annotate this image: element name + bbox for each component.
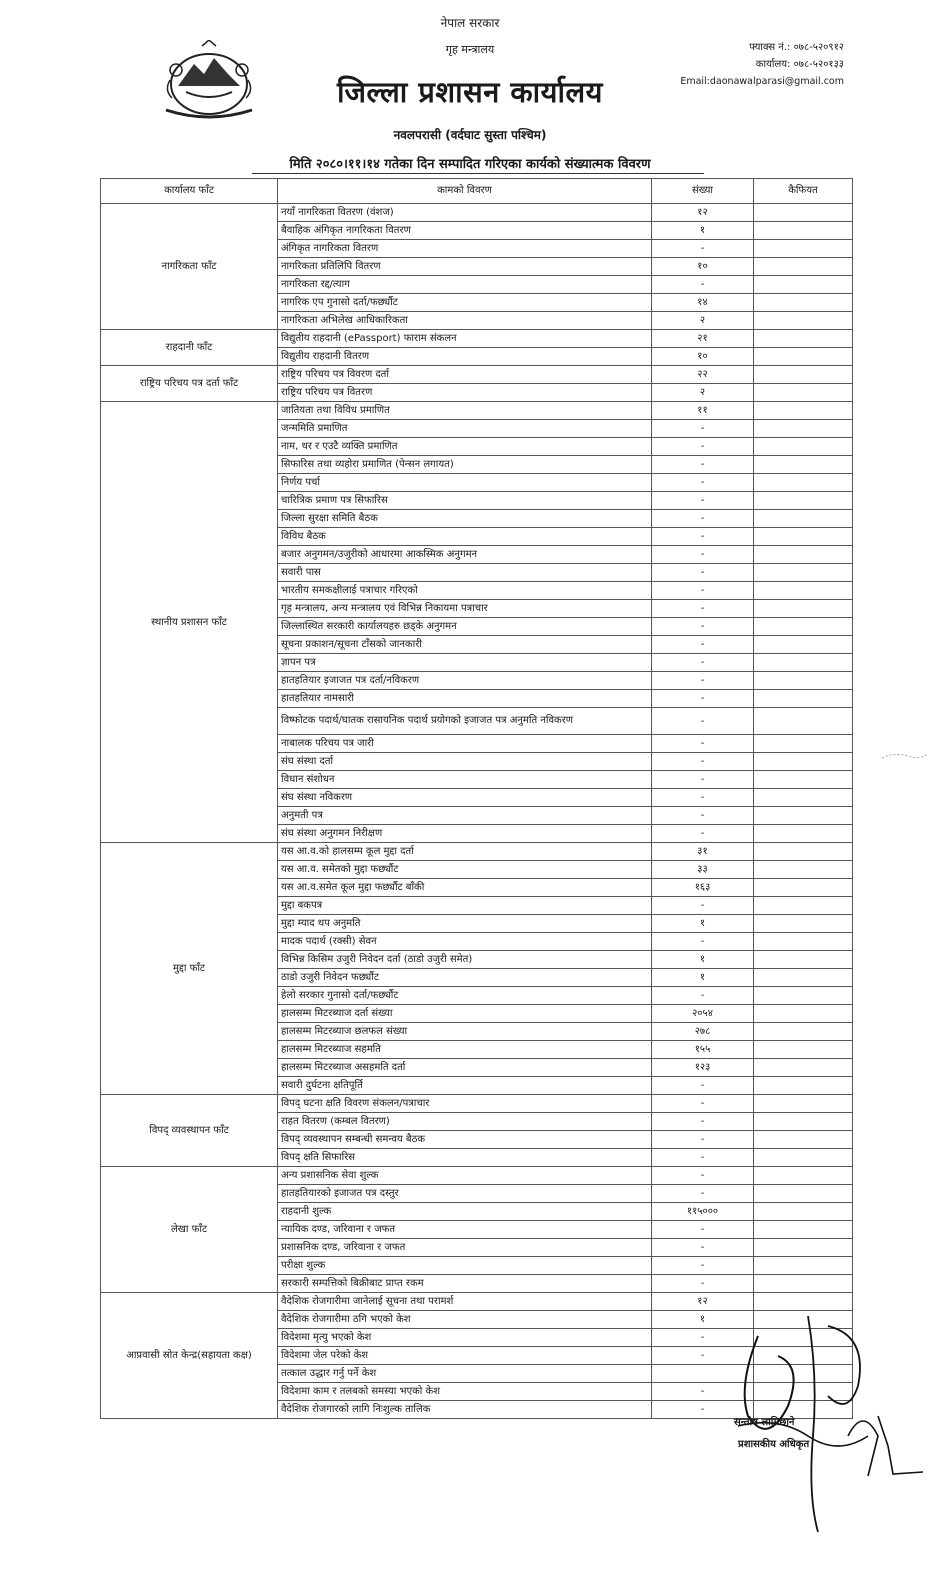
work-description: गृह मन्त्रालय, अन्य मन्त्रालय एवं विभिन्न निकायमा पत्राचार [278,600,652,618]
work-count: - [652,654,754,672]
work-count: - [652,753,754,771]
remarks-cell [754,348,853,366]
work-count: १ [652,915,754,933]
work-description: जन्ममिति प्रमाणित [278,420,652,438]
work-description: नागरिकता रद्द/त्याग [278,276,652,294]
remarks-cell [754,987,853,1005]
work-count: - [652,456,754,474]
work-count: १ [652,1311,754,1329]
work-count: ३३ [652,861,754,879]
work-count: २ [652,384,754,402]
work-description: हातहतियार नामसारी [278,690,652,708]
remarks-cell [754,582,853,600]
work-description: संघ संस्था दर्ता [278,753,652,771]
work-count: - [652,708,754,735]
work-count: १२३ [652,1059,754,1077]
work-description: नाबालक परिचय पत्र जारी [278,735,652,753]
work-description: हातहतियारको इजाजत पत्र दस्तुर [278,1185,652,1203]
remarks-cell [754,1059,853,1077]
work-description: विदेशमा जेल परेको केश [278,1347,652,1365]
work-count: - [652,1095,754,1113]
section-name: आप्रवासी स्रोत केन्द्र(सहायता कक्ष) [101,1293,278,1419]
work-description: नाम, थर र एउटै व्यक्ति प्रमाणित [278,438,652,456]
remarks-cell [754,294,853,312]
work-count: - [652,1329,754,1347]
work-count: - [652,546,754,564]
remarks-cell [754,933,853,951]
remarks-cell [754,771,853,789]
work-count: - [652,1113,754,1131]
work-description: प्रशासनिक दण्ड, जरिवाना र जफत [278,1239,652,1257]
remarks-cell [754,492,853,510]
remarks-cell [754,366,853,384]
work-description: बजार अनुगमन/उजुरीको आधारमा आकस्मिक अनुगमन [278,546,652,564]
work-count: ३१ [652,843,754,861]
work-count: - [652,1401,754,1419]
work-count: - [652,600,754,618]
work-count: १ [652,969,754,987]
work-count: - [652,240,754,258]
work-description: राष्ट्रिय परिचय पत्र विवरण दर्ता [278,366,652,384]
work-description: अन्य प्रशासनिक सेवा शुल्क [278,1167,652,1185]
remarks-cell [754,258,853,276]
remarks-cell [754,789,853,807]
work-description: वैदेशिक रोजगारीमा जानेलाई सूचना तथा परामर्श [278,1293,652,1311]
remarks-cell [754,510,853,528]
remarks-cell [754,330,853,348]
work-description: चारित्रिक प्रमाण पत्र सिफारिस [278,492,652,510]
table-row [101,366,853,384]
work-description: जिल्ला सुरक्षा समिति बैठक [278,510,652,528]
work-description: संघ संस्था नविकरण [278,789,652,807]
work-description: हालसम्म मिटरब्याज असहमति दर्ता [278,1059,652,1077]
header-section: कार्यालय फाँट [101,179,278,204]
work-description: जिल्लास्थित सरकारी कार्यालयहरु छड्के अनुगमन [278,618,652,636]
work-description: मुद्दा म्याद थप अनुमति [278,915,652,933]
work-count: - [652,438,754,456]
remarks-cell [754,618,853,636]
remarks-cell [754,204,853,222]
remarks-cell [754,636,853,654]
work-count: २ [652,312,754,330]
remarks-cell [754,456,853,474]
work-description: सवारी पास [278,564,652,582]
remarks-cell [754,528,853,546]
remarks-cell [754,825,853,843]
work-description: संघ संस्था अनुगमन निरीक्षण [278,825,652,843]
work-count: - [652,582,754,600]
work-count: - [652,636,754,654]
remarks-cell [754,546,853,564]
work-description: विविध बैठक [278,528,652,546]
work-description: यस आ.व.को हालसम्म कूल मुद्दा दर्ता [278,843,652,861]
remarks-cell [754,402,853,420]
remarks-cell [754,312,853,330]
work-description: विदेशमा काम र तलबको समस्या भएको केश [278,1383,652,1401]
remarks-cell [754,1149,853,1167]
work-count: - [652,672,754,690]
work-count: - [652,1167,754,1185]
table-row [101,330,853,348]
work-description: विभिन्न किसिम उजुरी निवेदन दर्ता (ठाडो उजुरी समेत) [278,951,652,969]
work-description: परीक्षा शुल्क [278,1257,652,1275]
work-description: विधान संशोधन [278,771,652,789]
table-row [101,204,853,222]
work-count: - [652,1149,754,1167]
work-count: - [652,564,754,582]
work-description: भारतीय समकक्षीलाई पत्राचार गरिएको [278,582,652,600]
work-description: यस आ.व. समेतको मुद्दा फर्छ्यौट [278,861,652,879]
work-description: विपद् क्षति सिफारिस [278,1149,652,1167]
work-count: ११५००० [652,1203,754,1221]
work-description: तत्काल उद्धार गर्नु पर्ने केश [278,1365,652,1383]
table-row [101,1167,853,1185]
remarks-cell [754,1077,853,1095]
remarks-cell [754,969,853,987]
remarks-cell [754,1239,853,1257]
header-count: संख्या [652,179,754,204]
work-count: - [652,771,754,789]
statistics-table [100,178,853,1419]
remarks-cell [754,951,853,969]
work-count: - [652,690,754,708]
work-count: ११ [652,402,754,420]
work-description: हेलो सरकार गुनासो दर्ता/फर्छ्यौट [278,987,652,1005]
work-count: १२ [652,1293,754,1311]
ministry-name: गृह मन्त्रालय [445,43,495,56]
remarks-cell [754,1185,853,1203]
work-count: - [652,528,754,546]
work-description: वैदेशिक रोजगारीमा ठगि भएको केश [278,1311,652,1329]
work-description: वैदेशिक रोजगारको लागि निःशुल्क तालिक [278,1401,652,1419]
work-description: राहत वितरण (कम्बल वितरण) [278,1113,652,1131]
office-name: जिल्ला प्रशासन कार्यालय [336,75,603,109]
table-header-row [101,179,853,204]
work-description: विपद् व्यवस्थापन सम्बन्धी समन्वय बैठक [278,1131,652,1149]
section-name: विपद् व्यवस्थापन फाँट [101,1095,278,1167]
remarks-cell [754,1167,853,1185]
work-count: - [652,825,754,843]
work-description: राहदानी शुल्क [278,1203,652,1221]
section-name: लेखा फाँट [101,1167,278,1293]
remarks-cell [754,438,853,456]
fax-number: फ्याक्स नं.: ०७८-५२०९१२ [749,42,844,53]
remarks-cell [754,276,853,294]
work-count: - [652,492,754,510]
work-description: सवारी दुर्घटना क्षतिपूर्ति [278,1077,652,1095]
work-count: - [652,897,754,915]
work-description: बैवाहिक अंगिकृत नागरिकता वितरण [278,222,652,240]
work-count: १५५ [652,1041,754,1059]
table-row [101,402,853,420]
work-description: जातियता तथा विविध प्रमाणित [278,402,652,420]
work-description: अनुमती पत्र [278,807,652,825]
section-name: स्थानीय प्रशासन फाँट [101,402,278,843]
remarks-cell [754,672,853,690]
remarks-cell [754,843,853,861]
work-description: निर्णय पर्चा [278,474,652,492]
remarks-cell [754,708,853,735]
government-name: नेपाल सरकार [440,16,500,30]
office-phone: कार्यालय: ०७८-५२०१३३ [755,59,844,70]
work-description: यस आ.व.समेत कूल मुद्दा फर्छ्यौट बाँकी [278,879,652,897]
work-count: - [652,1383,754,1401]
work-count: - [652,807,754,825]
work-count: २७८ [652,1023,754,1041]
work-count: - [652,1275,754,1293]
remarks-cell [754,1041,853,1059]
work-count: - [652,1221,754,1239]
remarks-cell [754,474,853,492]
margin-smudge [880,738,930,778]
work-description: सूचना प्रकाशन/सूचना टाँसको जानकारी [278,636,652,654]
remarks-cell [754,861,853,879]
remarks-cell [754,1131,853,1149]
work-description: विद्युतीय राहदानी (ePassport) फाराम संकलन [278,330,652,348]
work-count: - [652,1185,754,1203]
work-description: हातहतियार इजाजत पत्र दर्ता/नविकरण [278,672,652,690]
remarks-cell [754,1221,853,1239]
work-description: नागरिक एप गुनासो दर्ता/फर्छ्यौट [278,294,652,312]
work-description: विदेशमा मृत्यु भएको केश [278,1329,652,1347]
work-description: राष्ट्रिय परिचय पत्र वितरण [278,384,652,402]
signatory-title: प्रशासकीय अधिकृत [738,1439,810,1450]
email-address: Email:daonawalparasi@gmail.com [680,76,844,87]
work-count: - [652,474,754,492]
work-description: मुद्दा बकपत्र [278,897,652,915]
remarks-cell [754,1005,853,1023]
remarks-cell [754,240,853,258]
remarks-cell [754,897,853,915]
work-description: सरकारी सम्पत्तिको बिक्रीबाट प्राप्त रकम [278,1275,652,1293]
work-description: मादक पदार्थ (रक्सी) सेवन [278,933,652,951]
remarks-cell [754,1113,853,1131]
remarks-cell [754,690,853,708]
remarks-cell [754,1095,853,1113]
work-count: १२ [652,204,754,222]
remarks-cell [754,753,853,771]
work-count: १६३ [652,879,754,897]
work-count: - [652,1131,754,1149]
work-description: अंगिकृत नागरिकता वितरण [278,240,652,258]
work-count: १ [652,222,754,240]
section-name: नागरिकता फाँट [101,204,278,330]
remarks-cell [754,879,853,897]
remarks-cell [754,1203,853,1221]
remarks-cell [754,564,853,582]
work-description: नागरिकता प्रतिलिपि वितरण [278,258,652,276]
work-count: - [652,1239,754,1257]
work-count: २२ [652,366,754,384]
remarks-cell [754,384,853,402]
remarks-cell [754,807,853,825]
title-underline [252,173,704,174]
work-count: - [652,510,754,528]
section-name: राष्ट्रिय परिचय पत्र दर्ता फाँट [101,366,278,402]
work-description: विष्फोटक पदार्थ/घातक रासायनिक पदार्थ प्रयोगको इजाजत पत्र अनुमति नविकरण [278,708,652,735]
work-description: न्यायिक दण्ड, जरिवाना र जफत [278,1221,652,1239]
work-description: हालसम्म मिटरब्याज दर्ता संख्या [278,1005,652,1023]
work-count: - [652,420,754,438]
work-count: - [652,789,754,807]
work-description: विपद् घटना क्षति विवरण संकलन/पत्राचार [278,1095,652,1113]
work-description: हालसम्म मिटरब्याज छलफल संख्या [278,1023,652,1041]
remarks-cell [754,915,853,933]
work-count: - [652,618,754,636]
work-count: - [652,933,754,951]
work-count: - [652,1347,754,1365]
work-description: हालसम्म मिटरब्याज सहमति [278,1041,652,1059]
work-description: ठाडो उजुरी निवेदन फर्छ्यौट [278,969,652,987]
work-description: सिफारिस तथा व्यहोरा प्रमाणित (पेन्सन लगायत) [278,456,652,474]
remarks-cell [754,735,853,753]
section-name: राहदानी फाँट [101,330,278,366]
header-description: कामको विवरण [278,179,652,204]
remarks-cell [754,1275,853,1293]
work-count: २१ [652,330,754,348]
remarks-cell [754,1023,853,1041]
work-count: १४ [652,294,754,312]
work-count: १० [652,258,754,276]
work-count: - [652,987,754,1005]
remarks-cell [754,1257,853,1275]
work-count: - [652,1257,754,1275]
work-description: विद्युतीय राहदानी वितरण [278,348,652,366]
remarks-cell [754,600,853,618]
table-row [101,843,853,861]
remarks-cell [754,420,853,438]
work-count: २०५४ [652,1005,754,1023]
document-title: मिति २०८०।११।१४ गतेका दिन सम्पादित गरिएका कार्यको संख्यात्मक विवरण [289,157,651,172]
district-name: नवलपरासी (वर्दघाट सुस्ता पश्चिम) [393,128,547,142]
work-count: - [652,1077,754,1095]
work-description: नयाँ नागरिकता वितरण (वंशज) [278,204,652,222]
remarks-cell [754,222,853,240]
section-name: मुद्दा फाँट [101,843,278,1095]
table-row [101,1095,853,1113]
work-description: ज्ञापन पत्र [278,654,652,672]
work-count: १ [652,951,754,969]
work-count: - [652,735,754,753]
work-count: १० [652,348,754,366]
header-remarks: कैफियत [754,179,853,204]
work-description: नागरिकता अभिलेख आधिकारिकता [278,312,652,330]
signatory-name: सन्तोष लामिछाने [734,1417,795,1428]
remarks-cell [754,654,853,672]
work-count: - [652,276,754,294]
